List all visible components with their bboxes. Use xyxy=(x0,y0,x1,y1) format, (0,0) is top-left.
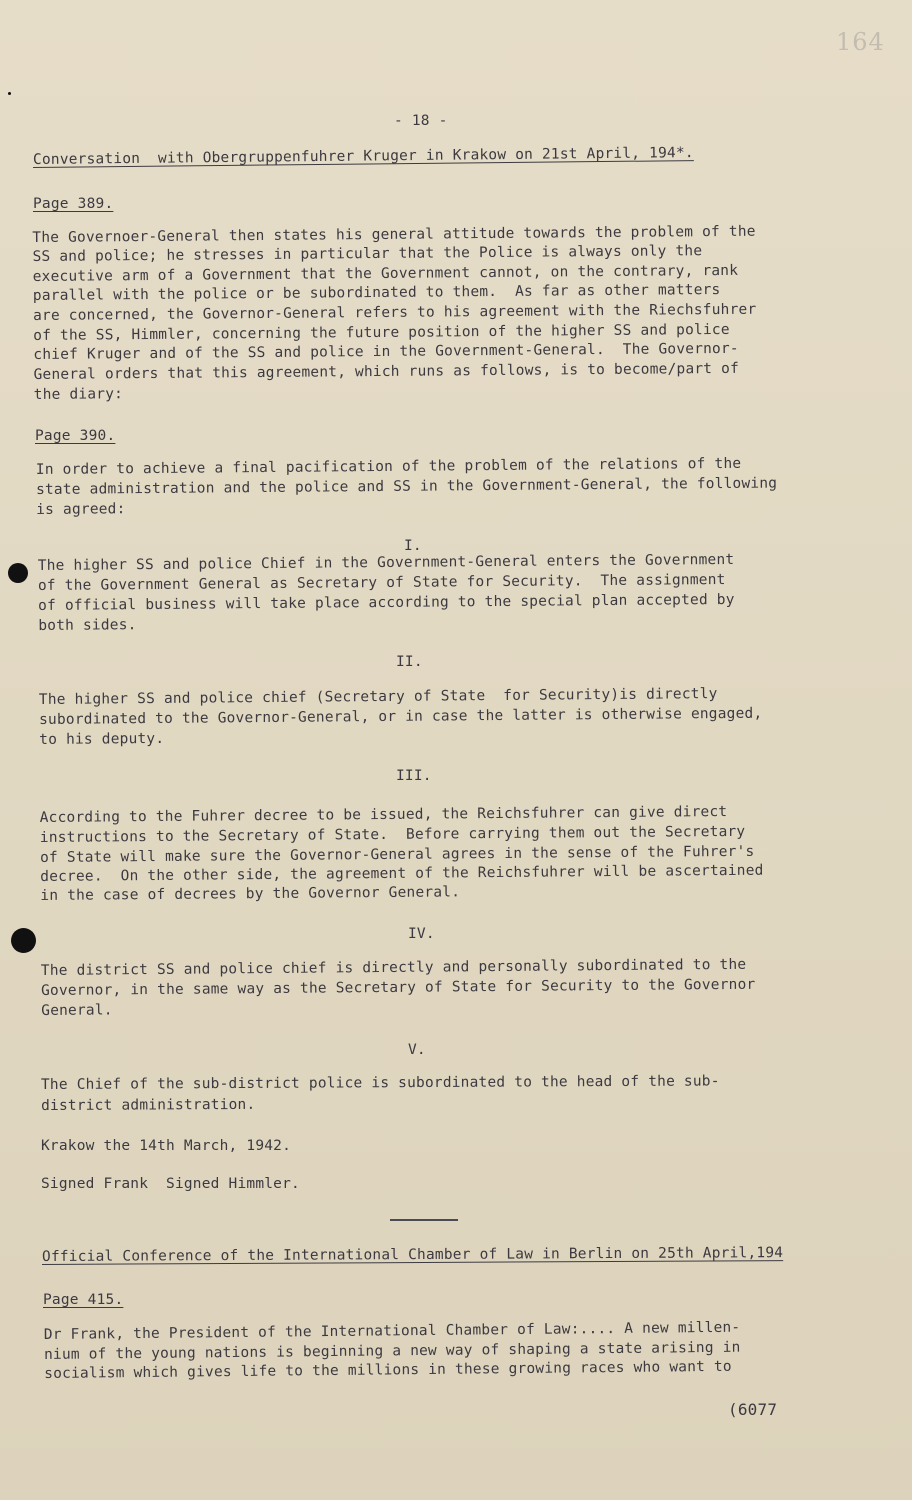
clause-numeral: IV. xyxy=(408,926,435,942)
page-ref-389: Page 389. xyxy=(33,196,114,212)
section-heading-conference: Official Conference of the International Chamber of Law in Berlin on 25th April,194 xyxy=(41,1245,784,1265)
document-reference-number: (6077 xyxy=(728,1400,778,1419)
section-heading-conversation: Conversation with Obergruppenfuhrer Kruger in Krakow on 21st April, 194*. xyxy=(32,145,694,168)
text-line: The Governoer-General then states his general attitude towards the problem of the xyxy=(32,223,756,247)
text-line: The district SS and police chief is directly and personally subordinated to the xyxy=(40,956,747,980)
handwritten-page-number: 164 xyxy=(836,28,885,56)
text-line: instructions to the Secretary of State. Before carrying them out the Secretary xyxy=(39,823,746,847)
text-line: socialism which gives life to the millions in these growing races who want to xyxy=(44,1358,732,1382)
page-ref-415: Page 415. xyxy=(43,1292,124,1308)
page-ref-390: Page 390. xyxy=(35,428,116,444)
text-line: in the case of decrees by the Governor General. xyxy=(40,884,461,904)
text-line: parallel with the police or be subordinated to them. As far as other matters xyxy=(32,282,721,305)
page-number: - 18 - xyxy=(394,113,448,129)
text-line: The higher SS and police chief (Secretary of State for Security)is directly xyxy=(38,686,718,709)
text-line: General orders that this agreement, which runs as follows, is to become/part of xyxy=(33,360,740,383)
text-line: The Chief of the sub-district police is subordinated to the head of the sub- xyxy=(40,1073,720,1093)
punch-hole xyxy=(8,563,28,583)
punch-hole xyxy=(11,928,36,953)
text-line: subordinated to the Governor-General, or in case the latter is otherwise engaged, xyxy=(39,705,763,728)
text-line: of official business will take place according to the special plan accepted by xyxy=(38,591,735,614)
place-date: Krakow the 14th March, 1942. xyxy=(41,1138,292,1154)
clause-numeral: II. xyxy=(396,654,423,670)
signatures: Signed Frank Signed Himmler. xyxy=(41,1176,300,1192)
text-line: decree. On the other side, the agreement of the Reichsfuhrer will be ascertained xyxy=(40,862,764,885)
text-line: is agreed: xyxy=(36,501,126,518)
text-line: SS and police; he stresses in particular that the Police is always only the xyxy=(32,243,703,266)
text-line: Governor, in the same way as the Secretary of State for Security to the Governor xyxy=(40,976,756,999)
text-line: The higher SS and police Chief in the Government-General enters the Government xyxy=(37,551,735,575)
separator-rule xyxy=(390,1219,458,1221)
text-line: to his deputy. xyxy=(39,730,165,748)
text-line: of the SS, Himmler, concerning the future position of the higher SS and police xyxy=(33,321,730,344)
text-line: General. xyxy=(41,1002,113,1019)
text-line: of State will make sure the Governor-General agrees in the sense of the Fuhrer's xyxy=(40,843,755,866)
text-line: In order to achieve a final pacification of the problem of the relations of the xyxy=(35,455,742,479)
clause-numeral: III. xyxy=(396,768,432,784)
text-line: of the Government General as Secretary of State for Security. The assignment xyxy=(37,572,726,594)
text-line: the diary: xyxy=(33,386,124,403)
speck-mark xyxy=(8,92,11,95)
text-line: chief Kruger and of the SS and police in the Government-General. The Governor- xyxy=(33,340,739,363)
text-line: executive arm of a Government that the Government cannot, on the contrary, rank xyxy=(32,262,739,286)
text-line: According to the Fuhrer decree to be issued, the Reichsfuhrer can give direct xyxy=(39,804,728,827)
text-line: are concerned, the Governor-General refers to his agreement with the Riechsfuhrer xyxy=(32,301,757,324)
clause-numeral: V. xyxy=(408,1042,426,1058)
text-line: nium of the young nations is beginning a new way of shaping a state arising in xyxy=(43,1339,741,1363)
text-line: state administration and the police and SS in the Government-General, the following xyxy=(35,475,778,498)
text-line: both sides. xyxy=(38,617,137,634)
text-line: district administration. xyxy=(41,1096,256,1114)
clause-numeral: I. xyxy=(404,538,422,554)
text-line: Dr Frank, the President of the International Chamber of Law:.... A new millen- xyxy=(43,1319,741,1344)
